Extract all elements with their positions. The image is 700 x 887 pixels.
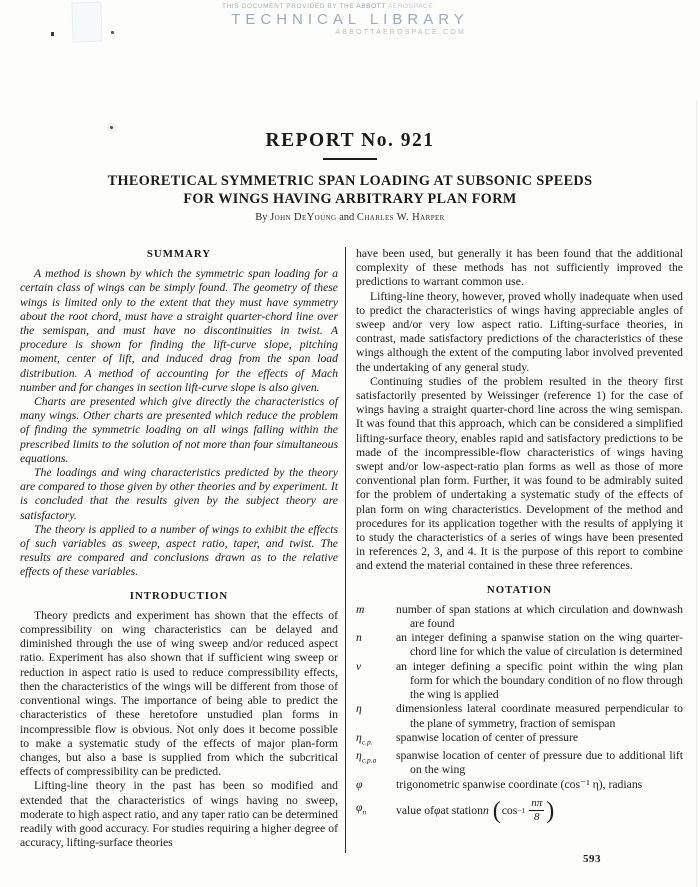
scan-speck [110, 126, 113, 129]
byline [0, 212, 700, 223]
notation-definition: spanwise location of center of pressure [396, 730, 579, 744]
notation-definition: an integer defining a specific point within the wing plan form for which the boundary condition of no flow through the wing is applied [396, 659, 683, 702]
notation-item [356, 631, 683, 659]
notation-symbol: m [356, 602, 365, 616]
brand-provided-line [222, 3, 478, 10]
open-paren: ( [492, 797, 501, 824]
author-1: John DeYoung [270, 212, 337, 223]
notation-item-phi-n [356, 798, 683, 823]
notation-item [356, 778, 683, 797]
report-title [0, 172, 700, 208]
summary-paragraph: The loadings and wing characteristics predicted by the theory are compared to those given by other theories and by experiment. It is concluded that the results given by the subject theory are satisfactory. [20, 466, 338, 522]
brand-provided-text: THIS DOCUMENT PROVIDED BY THE [222, 3, 357, 10]
notation-definition: dimensionless lateral coordinate measured perpendicular to the plane of symmetry, fraction of semispan [396, 702, 683, 730]
brand-library-url: ABBOTTAEROSPACE.COM [335, 29, 466, 36]
notation-definition: number of span stations at which circulation and downwash are found [396, 602, 683, 631]
byline-prefix: By [255, 212, 271, 223]
notation-item [356, 749, 683, 777]
summary-paragraph: Charts are presented which give directly the characteristics of many wings. Other charts are presented which reduce the problem of finding the symmetric loading on all wings falling within the prescribed limits to the solution of not more than four simultaneous equations. [20, 395, 338, 465]
author-2: Charles W. Harper [356, 212, 445, 223]
notation-item [356, 702, 683, 730]
brand-abbott: ABBOTT [356, 3, 388, 10]
watermark-page-icon [71, 1, 102, 42]
notation-symbol: $\eta_{c.p.a}$ [356, 749, 377, 765]
summary-paragraph: A method is shown by which the symmetric span loading for a certain class of wings can be simply found. The geometry of these wings is limited only to the extent that they must have symmetry about the root chord, must have a straight quarter-chord line over the semispan, and must have no discontinuities in twist. A procedure is shown for finding the lift-curve slope, pitching moment, center of lift, and induced drag from the span load distribution. A method of accounting for the effects of Mach number and for changes in section lift-curve slope is also given. [20, 267, 338, 394]
notation-symbol: φ [356, 777, 363, 791]
brand-header [222, 3, 478, 36]
title-rule [323, 158, 377, 160]
report-title-line2: FOR WINGS HAVING ARBITRARY PLAN FORM [183, 191, 517, 207]
notation-symbol: n [356, 631, 362, 645]
report-title-line1: THEORETICAL SYMMETRIC SPAN LOADING AT SUBSONIC SPEEDS [107, 173, 593, 189]
page-number: 593 [583, 853, 601, 865]
brand-aerospace: AEROSPACE [387, 3, 434, 10]
body-paragraph: Continuing studies of the problem resulted in the theory first satisfactorily presented by Weissinger (reference 1) for the case of wings having a straight quarter-chord line across the wing semispan. It was found that this approach, which can be considered a simplified lifting-surface theory, enables rapid and satisfactory predictions to be made of the incompressible-flow characteristics of wings having swept and/or low-aspect-ratio plan forms as well as those of more conventional plan form. Further, it was found to be admirably suited for the problem of undertaking a systematic study of the effects of plan form on wing characteristics. Development of the method and procedures for its application together with the results of applying it to study the characteristics of a series of wings have been presented in references 2, 3, and 4. It is the purpose of this report to combine and extend the material contained in these three references. [356, 374, 683, 573]
notation-list [356, 603, 683, 823]
column-divider-rule [345, 247, 346, 853]
notation-definition: spanwise location of center of pressure due to additional lift on the wing [396, 749, 683, 777]
introduction-heading: INTRODUCTION [129, 589, 229, 602]
notation-item [356, 603, 683, 631]
notation-item [356, 731, 683, 750]
body-paragraph: have been used, but generally it has been found that the additional complexity of these methods has not sufficiently improved the predictions to warrant common use. [356, 247, 683, 289]
fraction: $\frac{n\pi}{8}$ [531, 797, 543, 824]
introduction-paragraph: Lifting-line theory in the past has been so modified and extended that the characteristics of wings having no sweep, moderate to high aspect ratio, and any taper ratio can be determined readily with good accuracy. For studies requiring a higher degree of accuracy, lifting-surface theories [20, 779, 338, 850]
left-column [20, 247, 338, 850]
notation-heading: NOTATION [486, 583, 553, 596]
close-paren: ) [546, 797, 555, 824]
notation-symbol: $\eta_{c.p.}$ [356, 730, 373, 747]
report-number: REPORT No. 921 [265, 130, 435, 151]
notation-item [356, 660, 683, 703]
notation-symbol: η [356, 702, 362, 716]
notation-symbol: ν [356, 659, 362, 673]
notation-definition: trigonometric spanwise coordinate (cos⁻¹ η), radians [396, 777, 643, 791]
body-paragraph: Lifting-line theory, however, proved wholly inadequate when used to predict the characteristics of wings having appreciable angles of sweep and/or very low aspect ratio. Lifting-surface theories, in contrast, made satisfactory predictions of the characteristics of these wings although the extent of the computing labor involved prevented the undertaking of any general study. [356, 289, 683, 374]
notation-symbol: $\varphi_n$ [356, 801, 367, 817]
right-column [356, 247, 683, 823]
scan-speck [111, 31, 114, 34]
notation-definition: an integer defining a spanwise station on the wing quarter-chord line for which the value of circulation is determined [396, 631, 683, 659]
summary-heading: SUMMARY [146, 248, 212, 260]
notation-definition-formula: value of φ at station n ( cos −1 $\frac{n\pi}{8}$ ) [396, 797, 555, 824]
scan-speck [51, 32, 54, 36]
introduction-paragraph: Theory predicts and experiment has shown that the effects of compressibility on wing characteristics can be delayed and diminished through the use of wing sweep and/or reduced aspect ratio. Experiment has also shown that if sufficient wing sweep or reduction in aspect ratio is used to reduce compressibility effects, then the characteristics of the wings will be different from those of conventional wings. The importance of being able to predict the characteristics of these heretofore unstudied plan forms in incompressible flow is obvious. Not only does it become possible to make a systematic study of the effects of major plan-form changes, but also a base is supplied from which the subcritical effects of compressibility can be predicted. [20, 608, 338, 779]
brand-library-title: TECHNICAL LIBRARY [231, 11, 469, 28]
summary-paragraph: The theory is applied to a number of wings to exhibit the effects of such variables as sweep, aspect ratio, taper, and twist. The results are compared and conclusions drawn as to the relative effects of these variables. [20, 522, 338, 579]
byline-and: and [336, 212, 357, 223]
